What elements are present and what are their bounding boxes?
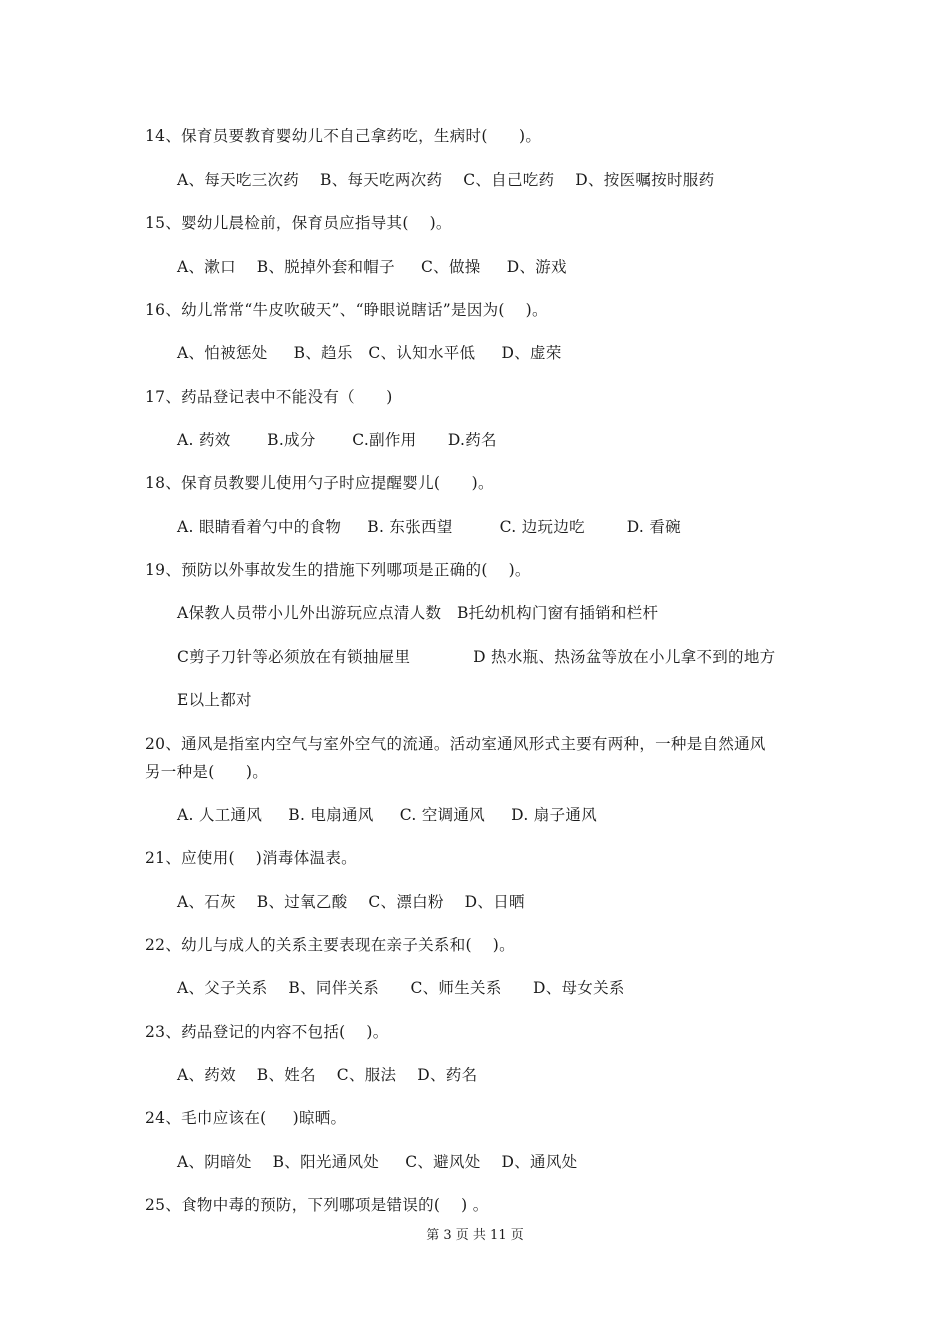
question-17-stem: 17、药品登记表中不能没有（ ) — [145, 388, 393, 406]
question-22-options: A、父子关系 B、同伴关系 C、师生关系 D、母女关系 — [177, 979, 625, 997]
question-23-options: A、药效 B、姓名 C、服法 D、药名 — [177, 1066, 478, 1084]
question-14-stem: 14、保育员要教育婴幼儿不自己拿药吃，生病时( )。 — [145, 127, 542, 145]
question-19-option-e: E以上都对 — [177, 691, 252, 709]
question-25-stem: 25、食物中毒的预防，下列哪项是错误的( ) 。 — [145, 1196, 489, 1214]
question-19-option-cd: C剪子刀针等必须放在有锁抽屉里 D 热水瓶、热汤盆等放在小儿拿不到的地方 — [177, 648, 776, 666]
question-20-stem-line-1: 20、通风是指室内空气与室外空气的流通。活动室通风形式主要有两种，一种是自然通风 — [145, 735, 766, 753]
question-21-options: A、石灰 B、过氧乙酸 C、漂白粉 D、日晒 — [177, 893, 525, 911]
question-15-stem: 15、婴幼儿晨检前，保育员应指导其( )。 — [145, 214, 452, 232]
question-20-options: A. 人工通风 B. 电扇通风 C. 空调通风 D. 扇子通风 — [177, 806, 597, 824]
question-24-stem: 24、毛巾应该在( )晾晒。 — [145, 1109, 347, 1127]
question-21-stem: 21、应使用( )消毒体温表。 — [145, 849, 357, 867]
question-16-options: A、怕被惩处 B、趋乐 C、认知水平低 D、虚荣 — [177, 344, 562, 362]
question-15-options: A、漱口 B、脱掉外套和帽子 C、做操 D、游戏 — [177, 258, 567, 276]
question-14-options: A、每天吃三次药 B、每天吃两次药 C、自己吃药 D、按医嘱按时服药 — [177, 171, 715, 189]
question-22-stem: 22、幼儿与成人的关系主要表现在亲子关系和( )。 — [145, 936, 515, 954]
question-19-option-ab: A保教人员带小儿外出游玩应点清人数 B托幼机构门窗有插销和栏杆 — [177, 604, 659, 622]
question-18-options: A. 眼睛看着勺中的食物 B. 东张西望 C. 边玩边吃 D. 看碗 — [177, 518, 681, 536]
question-23-stem: 23、药品登记的内容不包括( )。 — [145, 1023, 389, 1041]
question-19-stem: 19、预防以外事故发生的措施下列哪项是正确的( )。 — [145, 561, 531, 579]
question-20-stem-line-2: 另一种是( )。 — [145, 763, 269, 781]
question-16-stem: 16、幼儿常常“牛皮吹破天”、“睁眼说瞎话”是因为( )。 — [145, 301, 548, 319]
question-18-stem: 18、保育员教婴儿使用勺子时应提醒婴儿( )。 — [145, 474, 494, 492]
question-24-options: A、阴暗处 B、阳光通风处 C、避风处 D、通风处 — [177, 1153, 578, 1171]
question-17-options: A. 药效 B.成分 C.副作用 D.药名 — [177, 431, 497, 449]
page-number-footer: 第 3 页 共 11 页 — [426, 1228, 524, 1243]
